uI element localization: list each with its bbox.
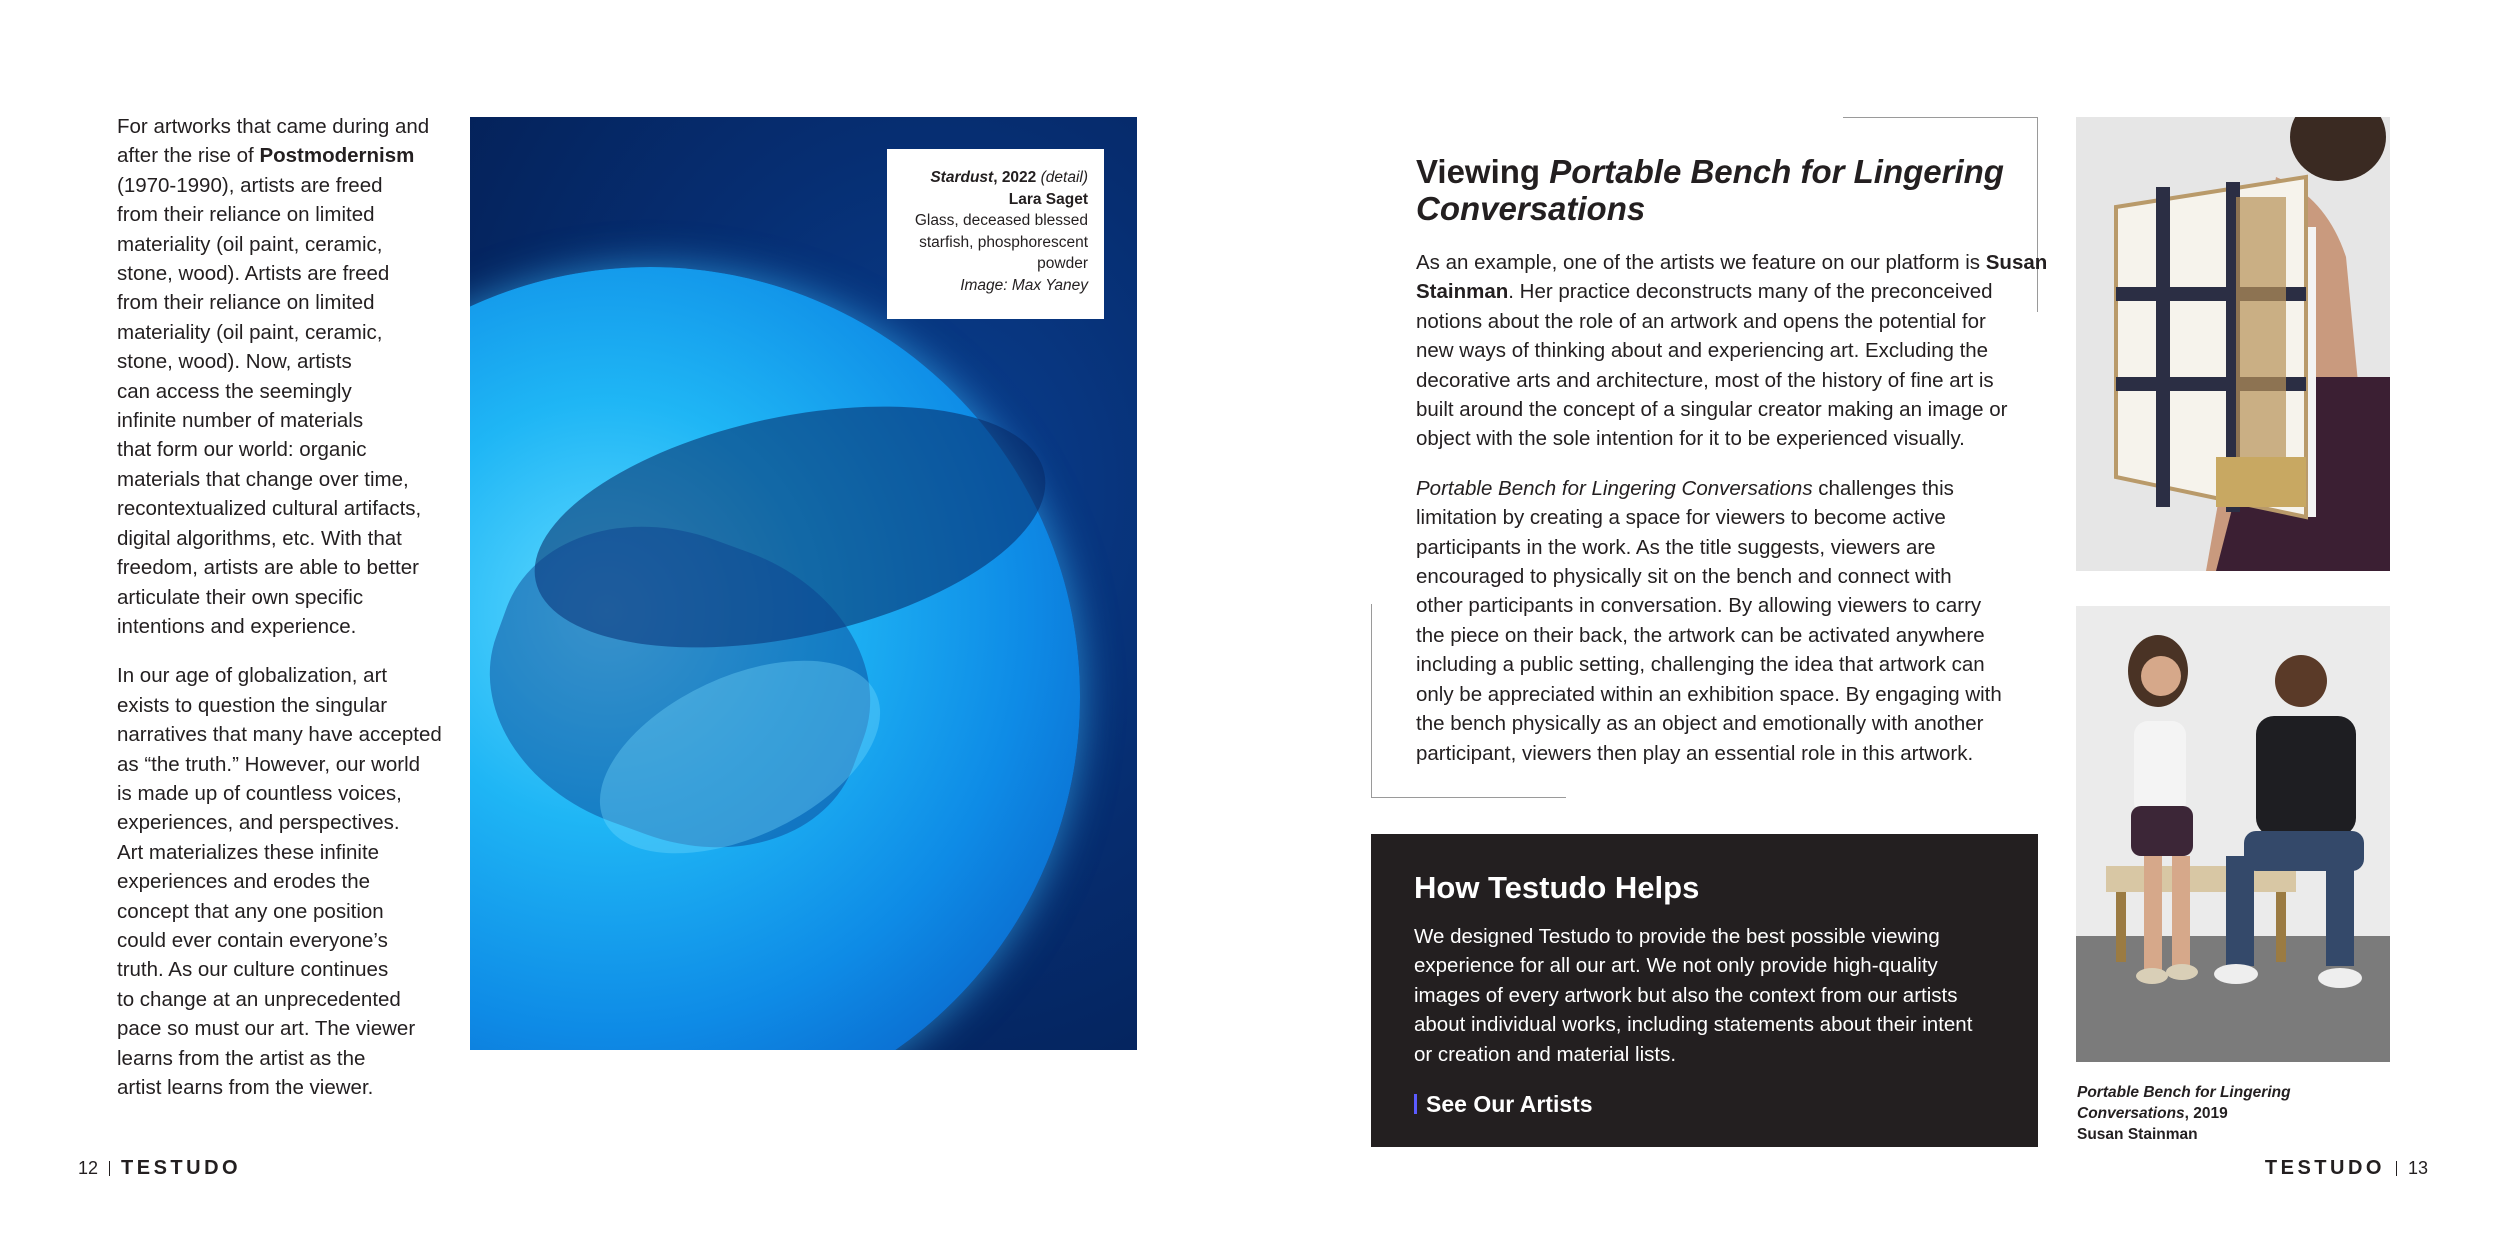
footer-divider <box>2396 1161 2397 1176</box>
globalization-paragraph <box>117 661 442 1102</box>
text-line <box>1416 474 2016 503</box>
person2-leg <box>2326 856 2354 966</box>
bench-leg <box>2276 892 2286 962</box>
text-line: articulate their own specific <box>117 585 364 609</box>
artist-name: Stainman <box>1416 280 1509 304</box>
text-line: stone, wood). Now, artists <box>117 350 352 374</box>
heading-plain: Viewing <box>1416 153 1550 190</box>
bench-frame <box>2236 197 2286 457</box>
person1-leg <box>2144 856 2162 976</box>
footer-left <box>78 1157 241 1179</box>
text-line: that form our world: organic <box>117 438 367 462</box>
frame-rule-left <box>1371 604 1372 798</box>
brand-logo: TESTUDO <box>121 1157 242 1179</box>
heading-italic: Portable Bench for Lingering <box>1549 153 2004 190</box>
text-line: including a public setting, challenging the idea that artwork can <box>1416 653 1985 677</box>
text-line: intentions and experience. <box>117 614 357 638</box>
artwork-title: Portable Bench for Lingering <box>2077 1084 2291 1101</box>
text-line: participant, viewers then play an essential role in this artwork. <box>1416 741 1974 765</box>
link-label: See Our Artists <box>1426 1091 1593 1118</box>
text-line: the bench physically as an object and emotionally with another <box>1416 712 1984 736</box>
helps-body <box>1414 922 1995 1069</box>
person1-head <box>2141 656 2181 696</box>
text-line: materiality (oil paint, ceramic, <box>117 320 383 344</box>
artwork-title: Portable Bench for Lingering Conversations <box>1416 476 1813 500</box>
bench-photo-caption <box>2077 1082 2337 1145</box>
frame-rule-bottom <box>1371 797 1566 798</box>
text-line: freedom, artists are able to better <box>117 556 419 580</box>
text-line: materials that change over time, <box>117 467 409 491</box>
text-line: infinite number of materials <box>117 409 364 433</box>
text-line: In our age of globalization, art <box>117 664 388 688</box>
viewing-body <box>1416 248 2048 788</box>
sitting-illustration <box>2076 606 2390 1062</box>
bench-leg <box>2216 457 2306 507</box>
text-line <box>117 141 435 170</box>
page-number: 13 <box>2407 1158 2428 1178</box>
text-line: Art materializes these infinite <box>117 840 380 864</box>
text-line: experience for all our art. We not only provide high-quality <box>1414 954 1938 978</box>
text-line: could ever contain everyone’s <box>117 928 388 952</box>
text-line: about individual works, including statements about their intent <box>1414 1013 1973 1037</box>
text-line: decorative arts and architecture, most of the history of fine art is <box>1416 368 1994 392</box>
text-line: pace so must our art. The viewer <box>117 1017 416 1041</box>
text-line: experiences, and perspectives. <box>117 811 400 835</box>
person1-shorts <box>2131 806 2193 856</box>
person2-shoe <box>2214 964 2258 984</box>
text-fragment: after the rise of <box>117 144 260 168</box>
materials-line: starfish, phosphorescent <box>919 233 1088 251</box>
frame-rule-right <box>2037 117 2038 312</box>
text-line: built around the concept of a singular creator making an image or <box>1416 398 2008 422</box>
caption-title-line <box>897 167 1088 189</box>
page-number: 12 <box>78 1158 99 1178</box>
text-line: other participants in conversation. By allowing viewers to carry <box>1416 594 1982 618</box>
text-line: learns from the artist as the <box>117 1046 366 1070</box>
text-line: digital algorithms, etc. With that <box>117 526 402 550</box>
bench-leg <box>2116 892 2126 962</box>
person2-shoe <box>2318 968 2362 988</box>
artist-name: Susan <box>1985 251 2048 274</box>
person2-shirt <box>2256 716 2356 836</box>
text-line: recontextualized cultural artifacts, <box>117 497 422 521</box>
detail-label: (detail) <box>1036 169 1088 186</box>
text-line: from their reliance on limited <box>117 291 375 315</box>
bench-paragraph <box>1416 474 2016 768</box>
person1-top <box>2134 721 2186 816</box>
how-testudo-helps-box <box>1371 834 2038 1147</box>
text-line <box>1416 248 2048 277</box>
caption-title-line <box>2077 1103 2337 1124</box>
text-line: exists to question the singular <box>117 693 388 717</box>
bench-sitting-photo <box>2076 606 2390 1062</box>
person2-leg <box>2226 856 2254 966</box>
postmodernism-term: Postmodernism <box>259 144 415 168</box>
person1-leg <box>2172 856 2190 976</box>
text-line: narratives that many have accepted <box>117 723 442 747</box>
bench-backpack-photo <box>2076 117 2390 571</box>
text-line: For artworks that came during and <box>117 115 430 138</box>
text-line: new ways of thinking about and experiencing art. Excluding the <box>1416 339 1989 363</box>
text-line: to change at an unprecedented <box>117 987 401 1011</box>
text-line: is made up of countless voices, <box>117 781 402 805</box>
text-line: from their reliance on limited <box>117 203 375 227</box>
text-line: can access the seemingly <box>117 379 352 403</box>
footer-divider <box>109 1161 110 1176</box>
text-line: (1970-1990), artists are freed <box>117 173 383 197</box>
see-our-artists-link[interactable] <box>1414 1089 1995 1119</box>
postmodernism-paragraph <box>117 112 435 641</box>
artwork-year: , 2022 <box>993 169 1037 186</box>
heading-italic: Conversations <box>1416 190 1646 227</box>
text-line: experiences and erodes the <box>117 870 371 894</box>
backpack-illustration <box>2076 117 2390 571</box>
text-line: the piece on their back, the artwork can be activated anywhere <box>1416 623 1985 647</box>
text-line: encouraged to physically sit on the bench and connect with <box>1416 565 1952 589</box>
stainman-paragraph <box>1416 248 2048 454</box>
text-line: limitation by creating a space for viewers to become active <box>1416 506 1946 530</box>
text-fragment: . Her practice deconstructs many of the preconceived <box>1508 280 1993 304</box>
text-line: artist learns from the viewer. <box>117 1076 374 1099</box>
artist-name: Lara Saget <box>1008 190 1088 208</box>
strap-shape <box>2156 187 2170 507</box>
text-line: concept that any one position <box>117 899 384 923</box>
text-line: images of every artwork but also the context from our artists <box>1414 983 1958 1007</box>
text-line: materiality (oil paint, ceramic, <box>117 232 383 256</box>
text-line: notions about the role of an artwork and opens the potential for <box>1416 309 1986 333</box>
text-fragment: challenges this <box>1812 476 1954 500</box>
materials-line: Glass, deceased blessed <box>914 212 1088 229</box>
text-line: stone, wood). Artists are freed <box>117 262 390 286</box>
artwork-title: Stardust <box>930 169 994 186</box>
person2-head <box>2275 655 2327 707</box>
footer-right <box>2265 1157 2428 1179</box>
left-text-column <box>117 112 442 1122</box>
frame-rule-top <box>1843 117 2038 118</box>
text-line: only be appreciated within an exhibition space. By engaging with <box>1416 682 2002 706</box>
text-line: truth. As our culture continues <box>117 958 389 982</box>
viewing-heading <box>1416 153 2016 227</box>
text-line: as “the truth.” However, our world <box>117 752 421 776</box>
text-line <box>1416 277 2016 306</box>
artwork-title: Conversations <box>2077 1105 2185 1122</box>
artist-name: Susan Stainman <box>2077 1126 2198 1143</box>
stardust-caption <box>887 149 1104 319</box>
text-line: participants in the work. As the title suggests, viewers are <box>1416 535 1936 559</box>
link-accent-bar <box>1414 1094 1417 1114</box>
helps-heading: How Testudo Helps <box>1414 870 1700 905</box>
person1-shoe <box>2166 964 2198 980</box>
person1-shoe <box>2136 968 2168 984</box>
brand-logo: TESTUDO <box>2264 1157 2385 1179</box>
text-line: We designed Testudo to provide the best possible viewing <box>1414 925 1940 948</box>
text-line: or creation and material lists. <box>1414 1042 1677 1066</box>
artwork-year: , 2019 <box>2184 1105 2228 1122</box>
text-fragment: As an example, one of the artists we feature on our platform is <box>1416 251 1986 274</box>
image-credit: Image: Max Yaney <box>960 276 1088 294</box>
text-line: object with the sole intention for it to be experienced visually. <box>1416 427 1965 451</box>
materials-line: powder <box>1037 255 1088 272</box>
